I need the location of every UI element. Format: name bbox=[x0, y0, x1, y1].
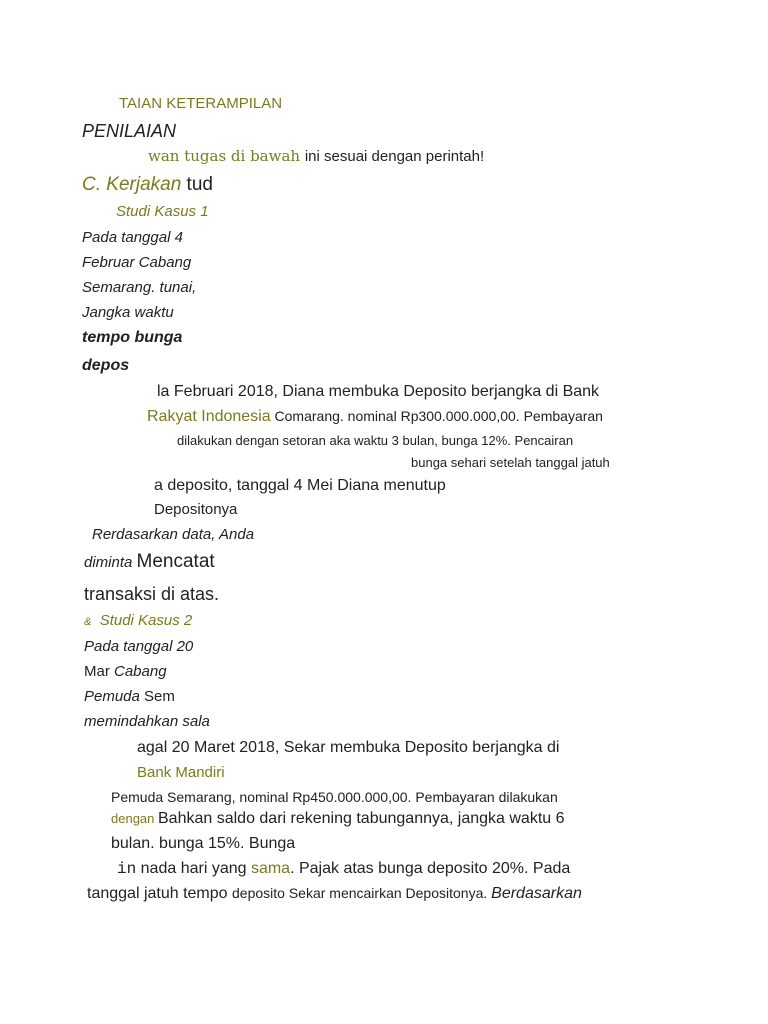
text-part: . Pajak atas bunga deposito 20%. Pada bbox=[290, 860, 571, 877]
task-heading-part: C. Kerjakan bbox=[82, 174, 182, 195]
text-part: Rakyat Indonesia bbox=[147, 408, 271, 425]
text-part: Mencatat bbox=[136, 551, 215, 572]
instruction-part: ini sesuai dengan perintah! bbox=[304, 148, 485, 165]
case-title-2 bbox=[84, 613, 192, 628]
instruction-part: wan tugas di bawah bbox=[148, 147, 305, 165]
text-line: Bank Mandiri bbox=[137, 764, 225, 781]
task-heading-part: tud bbox=[181, 174, 213, 195]
text-line: memindahkan sala bbox=[84, 713, 210, 730]
text-line: Rerdasarkan data, Anda bbox=[92, 526, 255, 543]
text-line bbox=[111, 811, 565, 827]
text-line: bunga sehari setelah tanggal jatuh bbox=[411, 455, 610, 470]
section-heading: TAIAN KETERAMPILAN bbox=[119, 95, 283, 112]
text-part: Studi Kasus 2 bbox=[99, 612, 193, 629]
text-line: Jangka waktu bbox=[82, 304, 174, 321]
text-part: Sem bbox=[139, 688, 175, 705]
text-part: dengan bbox=[111, 811, 158, 826]
text-part: tanggal jatuh tempo bbox=[87, 885, 232, 902]
text-line: Pada tanggal 4 bbox=[82, 229, 183, 246]
text-line bbox=[147, 409, 603, 425]
text-line: Depositonya bbox=[154, 501, 238, 518]
instruction-line bbox=[148, 149, 484, 164]
text-part: diminta bbox=[84, 554, 137, 571]
text-part: nada hari yang bbox=[136, 860, 251, 877]
text-line: Februar Cabang bbox=[82, 254, 192, 271]
text-line bbox=[117, 861, 570, 877]
text-line: transaksi di atas. bbox=[84, 584, 220, 604]
text-line: la Februari 2018, Diana membuka Deposito berjangka di Bank bbox=[157, 383, 600, 400]
text-part: deposito Sekar mencairkan Depositonya. bbox=[232, 885, 492, 901]
text-line: agal 20 Maret 2018, Sekar membuka Deposito berjangka di bbox=[137, 739, 560, 756]
text-part: in bbox=[117, 860, 137, 878]
text-part: Cabang bbox=[114, 663, 167, 680]
text-line: depos bbox=[82, 357, 130, 374]
text-part: Mar bbox=[84, 663, 114, 680]
task-heading bbox=[82, 175, 213, 194]
text-line bbox=[87, 886, 582, 902]
text-line bbox=[84, 689, 175, 704]
text-part: Comarang. nominal Rp300.000.000,00. Pembayaran bbox=[270, 408, 603, 424]
text-line bbox=[84, 552, 215, 571]
section-title: PENILAIAN bbox=[82, 121, 177, 141]
text-line: tempo bunga bbox=[82, 329, 183, 346]
case-title-1: Studi Kasus 1 bbox=[116, 203, 209, 220]
text-line bbox=[84, 664, 167, 679]
text-line: Pada tanggal 20 bbox=[84, 638, 194, 655]
text-line: dilakukan dengan setoran aka waktu 3 bulan, bunga 12%. Pencairan bbox=[177, 433, 574, 448]
text-part: Berdasarkan bbox=[491, 885, 582, 902]
text-line: Pemuda Semarang, nominal Rp450.000.000,00. Pembayaran dilakukan bbox=[111, 789, 558, 805]
text-line: bulan. bunga 15%. Bunga bbox=[111, 835, 296, 852]
text-part: sama bbox=[250, 860, 291, 877]
text-part: Pemuda bbox=[84, 688, 140, 705]
text-line: a deposito, tanggal 4 Mei Diana menutup bbox=[154, 477, 446, 494]
text-part: Bahkan saldo dari rekening tabungannya, jangka waktu 6 bbox=[158, 810, 565, 827]
text-line: Semarang. tunai, bbox=[82, 279, 197, 296]
text-part: & bbox=[84, 616, 92, 628]
